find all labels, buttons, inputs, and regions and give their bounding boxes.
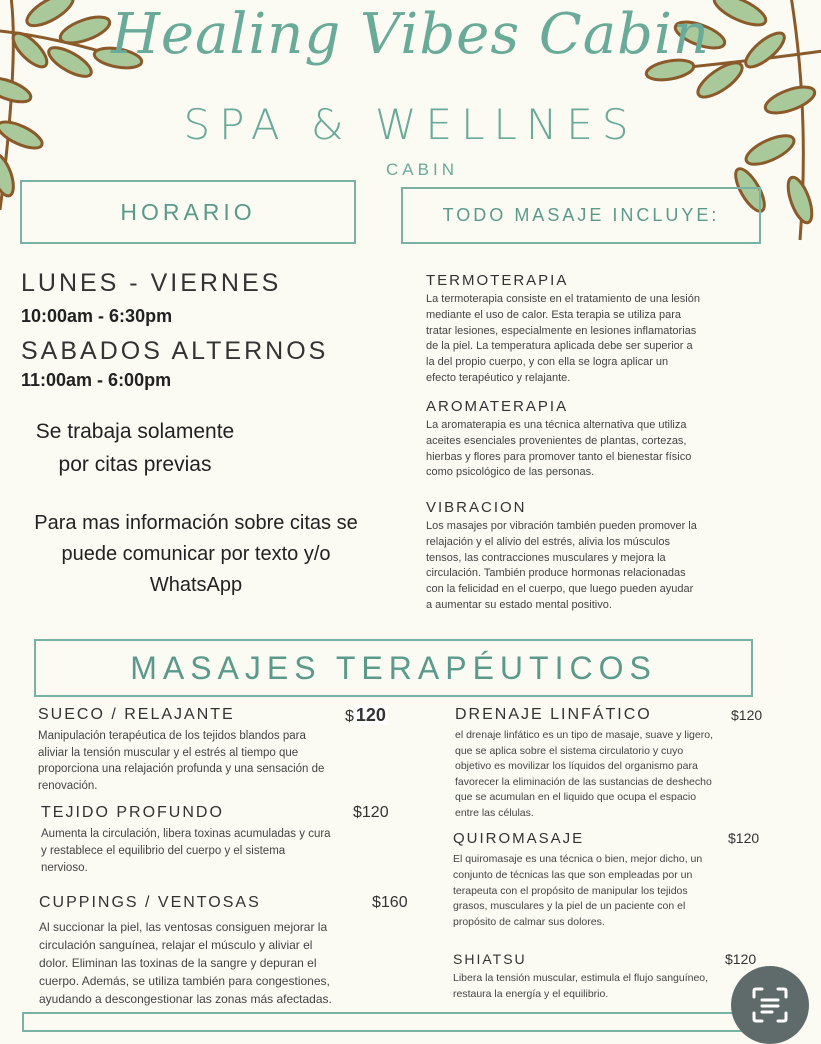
service-tejido-profundo: TEJIDO PROFUNDO $120 Aumenta la circulación, libera toxinas acumuladas y cura y restablece el equilibrio del cuerpo y el sistema nervioso. [41,804,389,874]
include-termoterapia: TERMOTERAPIA La termoterapia consiste en el tratamiento de una lesión mediante el uso de calor. Esta terapia se utiliza para tratar lesiones, especialmente en lesiones inflamatorias de la piel. La temperatura aplicada debe ser superior a la del propio cuerpo, y con ella se logra aplicar un efecto terapéutico y relajante. [426,272,700,384]
page-subtitle: SPA & WELLNES [183,100,638,149]
page-tag: CABIN [386,160,458,179]
weekday-label: LUNES - VIERNES [21,269,282,297]
include-aromaterapia: AROMATERAPIA La aromaterapia es una técnica alternativa que utiliza aceites esenciales provenientes de plantas, cortezas, hierbas y flores para promover tanto el bienestar físico como psicológico de las personas. [426,398,692,479]
therapeutic-box [34,639,753,697]
schedule-box [20,180,356,244]
bottom-box-edge [22,1012,782,1032]
service-shiatsu: SHIATSU $120 Libera la tensión muscular, estimula el flujo sanguíneo, restaura la energía y el equilibrio. [453,951,757,1000]
weekday-hours: 10:00am - 6:30pm [21,306,173,326]
include-vibracion: VIBRACION Los masajes por vibración también pueden promover la relajación y el alivio del estrés, alivia los músculos tensos, las contracciones musculares y mejora la circulación. También produce hormonas relacionadas con la felicidad en el cuerpo, que luego pueden ayudar a aumentar su estado mental positivo. [426,499,697,611]
appointment-note: Se trabaja solamente por citas previas [35,420,235,476]
service-drenaje: DRENAJE LINFÁTICO $120 el drenaje linfático es un tipo de masaje, suave y ligero, que se aplica sobre el sistema circulatorio y cuyo objetivo es movilizar los líquidos del organismo para favorecer la eliminación de las sustancias de deshecho que se acumulan en el liquido que ocupa el espacio entre las células. [455,706,763,819]
service-cuppings: CUPPINGS / VENTOSAS $160 Al succionar la piel, las ventosas consiguen mejorar la circulación sanguínea, relajar el músculo y aliviar el dolor. Eliminan las toxinas de la sangre y depuran el cuerpo. Además, se utiliza también para congestiones, ayudando a descongestionar las zonas más afectadas. [39,894,408,1006]
includes-box [401,187,761,244]
contact-note: Para mas información sobre citas se puede comunicar por texto y/o WhatsApp [34,512,358,596]
scan-text-icon [750,985,790,1025]
therapeutic-box-label: MASAJES TERAPÉUTICOS [130,649,657,686]
service-quiromasaje: QUIROMASAJE $120 El quiromasaje es una técnica o bien, mejor dicho, un conjunto de técnicas las que son empleadas por un terapeuta con el propósito de manipular los tejidos grasos, musculares y la piel de un paciente con el propósito de calmar sus dolores. [453,830,760,929]
service-sueco: SUECO / RELAJANTE $ 120 Manipulación terapéutica de los tejidos blandos para aliviar la tensión muscular y el estrés al tiempo que proporciona una relajación profunda y una sensación de renovación. [38,705,386,792]
saturday-hours: 11:00am - 6:00pm [21,370,172,390]
scan-text-button[interactable] [731,966,809,1044]
schedule-box-label: HORARIO [120,198,256,225]
page-title: Healing Vibes Cabin [111,2,710,67]
includes-box-label: TODO MASAJE INCLUYE: [442,205,720,225]
saturday-label: SABADOS ALTERNOS [21,337,329,365]
